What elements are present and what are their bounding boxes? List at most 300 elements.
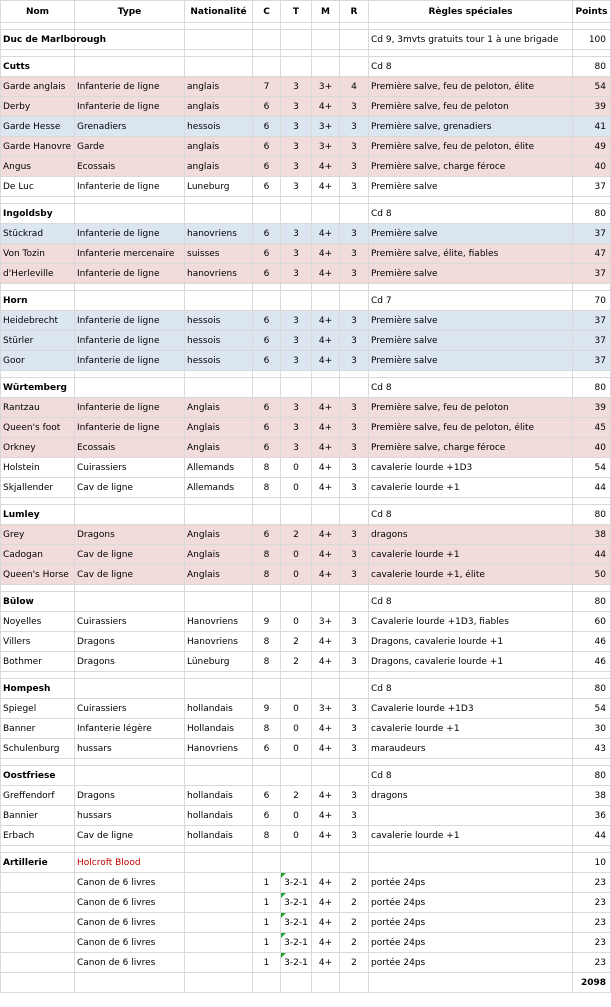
cell-r[interactable]: 3 xyxy=(340,719,369,739)
cell-c[interactable]: 6 xyxy=(253,157,281,177)
header-r[interactable]: R xyxy=(340,1,369,23)
cell-m[interactable] xyxy=(312,30,340,50)
cell-regles[interactable]: portée 24ps xyxy=(369,953,573,973)
spacer-cell[interactable] xyxy=(573,846,611,853)
cell-type[interactable]: Infanterie de ligne xyxy=(75,398,185,418)
spacer-cell[interactable] xyxy=(369,846,573,853)
cell-c[interactable]: 8 xyxy=(253,826,281,846)
cell-type[interactable]: Garde xyxy=(75,137,185,157)
cell-type[interactable]: Infanterie mercenaire xyxy=(75,244,185,264)
cell-c[interactable] xyxy=(253,973,281,993)
cell-t[interactable]: 3 xyxy=(281,97,312,117)
cell-c[interactable]: 8 xyxy=(253,565,281,585)
spacer-cell[interactable] xyxy=(1,672,75,679)
cell-regles[interactable]: dragons xyxy=(369,525,573,545)
cell-t[interactable]: 0 xyxy=(281,826,312,846)
cell-t[interactable] xyxy=(281,30,312,50)
cell-nationalite[interactable] xyxy=(185,204,253,224)
cell-m[interactable]: 4+ xyxy=(312,953,340,973)
cell-nationalite[interactable]: Allemands xyxy=(185,478,253,498)
cell-t[interactable]: 3 xyxy=(281,438,312,458)
cell-r[interactable]: 3 xyxy=(340,545,369,565)
cell-t[interactable]: 3 xyxy=(281,157,312,177)
cell-r[interactable] xyxy=(340,378,369,398)
cell-m[interactable]: 4+ xyxy=(312,565,340,585)
cell-nationalite[interactable]: Hanovriens xyxy=(185,632,253,652)
cell-nom[interactable]: De Luc xyxy=(1,177,75,197)
header-t[interactable]: T xyxy=(281,1,312,23)
spacer-cell[interactable] xyxy=(185,371,253,378)
cell-points[interactable]: 23 xyxy=(573,953,611,973)
cell-t[interactable]: 0 xyxy=(281,612,312,632)
spacer-cell[interactable] xyxy=(253,371,281,378)
cell-regles[interactable]: Première salve, feu de peloton, élite xyxy=(369,77,573,97)
cell-type[interactable]: Ecossais xyxy=(75,157,185,177)
spacer-cell[interactable] xyxy=(253,498,281,505)
spacer-cell[interactable] xyxy=(75,50,185,57)
cell-nom[interactable]: Ingoldsby xyxy=(1,204,75,224)
cell-type[interactable]: Dragons xyxy=(75,632,185,652)
cell-type[interactable]: Infanterie de ligne xyxy=(75,311,185,331)
cell-points[interactable]: 30 xyxy=(573,719,611,739)
cell-nationalite[interactable]: anglais xyxy=(185,77,253,97)
spacer-cell[interactable] xyxy=(1,284,75,291)
cell-regles[interactable]: cavalerie lourde +1 xyxy=(369,826,573,846)
cell-nom[interactable]: Spiegel xyxy=(1,699,75,719)
cell-points[interactable]: 38 xyxy=(573,786,611,806)
cell-nationalite[interactable] xyxy=(185,913,253,933)
header-regles[interactable]: Règles spéciales xyxy=(369,1,573,23)
cell-points[interactable]: 80 xyxy=(573,592,611,612)
cell-points[interactable]: 47 xyxy=(573,244,611,264)
cell-r[interactable]: 3 xyxy=(340,699,369,719)
spacer-cell[interactable] xyxy=(75,498,185,505)
cell-regles[interactable]: Première salve, feu de peloton xyxy=(369,97,573,117)
cell-c[interactable]: 8 xyxy=(253,478,281,498)
cell-nom[interactable]: Hompesh xyxy=(1,679,75,699)
cell-r[interactable]: 3 xyxy=(340,478,369,498)
cell-nationalite[interactable]: hanovriens xyxy=(185,224,253,244)
cell-m[interactable]: 3+ xyxy=(312,699,340,719)
spacer-cell[interactable] xyxy=(1,371,75,378)
cell-nom[interactable]: Oostfriese xyxy=(1,766,75,786)
spacer-cell[interactable] xyxy=(340,846,369,853)
spacer-cell[interactable] xyxy=(75,23,185,30)
cell-nom[interactable]: Villers xyxy=(1,632,75,652)
spacer-cell[interactable] xyxy=(369,197,573,204)
cell-m[interactable]: 4+ xyxy=(312,873,340,893)
spacer-cell[interactable] xyxy=(369,585,573,592)
spacer-cell[interactable] xyxy=(75,759,185,766)
cell-m[interactable]: 4+ xyxy=(312,224,340,244)
spacer-cell[interactable] xyxy=(312,846,340,853)
spacer-cell[interactable] xyxy=(340,672,369,679)
header-c[interactable]: C xyxy=(253,1,281,23)
cell-c[interactable]: 6 xyxy=(253,177,281,197)
cell-nom[interactable] xyxy=(1,913,75,933)
cell-c[interactable]: 7 xyxy=(253,77,281,97)
cell-regles[interactable]: Première salve xyxy=(369,224,573,244)
cell-c[interactable]: 1 xyxy=(253,893,281,913)
cell-type[interactable]: Cav de ligne xyxy=(75,565,185,585)
cell-t[interactable]: 3 xyxy=(281,351,312,371)
cell-nom[interactable]: Rantzau xyxy=(1,398,75,418)
header-nom[interactable]: Nom xyxy=(1,1,75,23)
cell-c[interactable] xyxy=(253,30,281,50)
cell-regles[interactable]: portée 24ps xyxy=(369,913,573,933)
cell-c[interactable]: 8 xyxy=(253,652,281,672)
spacer-cell[interactable] xyxy=(185,284,253,291)
spacer-cell[interactable] xyxy=(75,284,185,291)
cell-points[interactable]: 44 xyxy=(573,545,611,565)
cell-t[interactable]: 3 xyxy=(281,244,312,264)
spacer-cell[interactable] xyxy=(312,50,340,57)
cell-r[interactable]: 2 xyxy=(340,913,369,933)
cell-m[interactable] xyxy=(312,853,340,873)
spacer-cell[interactable] xyxy=(573,23,611,30)
cell-nationalite[interactable] xyxy=(185,291,253,311)
spacer-cell[interactable] xyxy=(253,585,281,592)
spacer-cell[interactable] xyxy=(340,50,369,57)
header-type[interactable]: Type xyxy=(75,1,185,23)
cell-t[interactable]: 3 xyxy=(281,311,312,331)
spacer-cell[interactable] xyxy=(573,371,611,378)
cell-t[interactable]: 3-2-1 xyxy=(281,893,312,913)
cell-nationalite[interactable]: Anglais xyxy=(185,525,253,545)
spacer-cell[interactable] xyxy=(369,498,573,505)
cell-t[interactable]: 0 xyxy=(281,478,312,498)
cell-t[interactable]: 3 xyxy=(281,177,312,197)
spacer-cell[interactable] xyxy=(312,498,340,505)
cell-m[interactable]: 4+ xyxy=(312,157,340,177)
cell-c[interactable]: 9 xyxy=(253,612,281,632)
cell-m[interactable]: 4+ xyxy=(312,893,340,913)
cell-points[interactable]: 23 xyxy=(573,873,611,893)
spacer-cell[interactable] xyxy=(312,284,340,291)
cell-r[interactable] xyxy=(340,853,369,873)
spacer-cell[interactable] xyxy=(573,50,611,57)
cell-points[interactable]: 37 xyxy=(573,351,611,371)
spacer-cell[interactable] xyxy=(75,672,185,679)
cell-nationalite[interactable]: Anglais xyxy=(185,418,253,438)
cell-type[interactable] xyxy=(75,766,185,786)
spacer-cell[interactable] xyxy=(369,284,573,291)
cell-nationalite[interactable]: hollandais xyxy=(185,806,253,826)
cell-type[interactable]: Infanterie de ligne xyxy=(75,97,185,117)
cell-regles[interactable]: Cd 8 xyxy=(369,378,573,398)
cell-m[interactable]: 4+ xyxy=(312,913,340,933)
cell-points[interactable]: 80 xyxy=(573,505,611,525)
cell-r[interactable]: 3 xyxy=(340,311,369,331)
cell-t[interactable]: 0 xyxy=(281,806,312,826)
cell-regles[interactable]: portée 24ps xyxy=(369,873,573,893)
cell-t[interactable]: 0 xyxy=(281,739,312,759)
spacer-cell[interactable] xyxy=(1,585,75,592)
spacer-cell[interactable] xyxy=(1,759,75,766)
cell-r[interactable]: 2 xyxy=(340,873,369,893)
cell-t[interactable]: 3-2-1 xyxy=(281,933,312,953)
cell-t[interactable] xyxy=(281,853,312,873)
cell-nationalite[interactable] xyxy=(185,953,253,973)
cell-type[interactable]: Infanterie de ligne xyxy=(75,418,185,438)
cell-nationalite[interactable]: suisses xyxy=(185,244,253,264)
spacer-cell[interactable] xyxy=(312,23,340,30)
cell-t[interactable]: 3-2-1 xyxy=(281,913,312,933)
cell-regles[interactable]: Première salve, feu de peloton, élite xyxy=(369,137,573,157)
cell-points[interactable]: 39 xyxy=(573,97,611,117)
cell-type[interactable]: Holcroft Blood xyxy=(75,853,185,873)
cell-regles[interactable]: Première salve xyxy=(369,177,573,197)
cell-nom[interactable] xyxy=(1,873,75,893)
cell-regles[interactable] xyxy=(369,806,573,826)
spacer-cell[interactable] xyxy=(185,846,253,853)
cell-m[interactable] xyxy=(312,766,340,786)
cell-type[interactable]: Canon de 6 livres xyxy=(75,953,185,973)
cell-nom[interactable]: Garde anglais xyxy=(1,77,75,97)
cell-nom[interactable]: Skjallender xyxy=(1,478,75,498)
cell-t[interactable]: 2 xyxy=(281,525,312,545)
cell-points[interactable]: 23 xyxy=(573,933,611,953)
cell-m[interactable] xyxy=(312,57,340,77)
cell-t[interactable] xyxy=(281,505,312,525)
cell-nom[interactable]: Cutts xyxy=(1,57,75,77)
cell-points[interactable]: 23 xyxy=(573,913,611,933)
cell-nom[interactable]: Heidebrecht xyxy=(1,311,75,331)
cell-m[interactable] xyxy=(312,592,340,612)
spacer-cell[interactable] xyxy=(185,197,253,204)
cell-r[interactable]: 3 xyxy=(340,418,369,438)
cell-r[interactable]: 3 xyxy=(340,612,369,632)
cell-points[interactable]: 100 xyxy=(573,30,611,50)
spacer-cell[interactable] xyxy=(573,197,611,204)
cell-c[interactable]: 6 xyxy=(253,418,281,438)
cell-c[interactable]: 6 xyxy=(253,438,281,458)
spacer-cell[interactable] xyxy=(312,197,340,204)
cell-nom[interactable]: Holstein xyxy=(1,458,75,478)
spacer-cell[interactable] xyxy=(369,23,573,30)
cell-regles[interactable]: Première salve, charge féroce xyxy=(369,438,573,458)
cell-nationalite[interactable] xyxy=(185,505,253,525)
cell-regles[interactable]: Première salve xyxy=(369,351,573,371)
cell-nom[interactable]: Banner xyxy=(1,719,75,739)
cell-m[interactable] xyxy=(312,291,340,311)
cell-points[interactable]: 49 xyxy=(573,137,611,157)
spacer-cell[interactable] xyxy=(185,23,253,30)
cell-r[interactable]: 3 xyxy=(340,806,369,826)
header-m[interactable]: M xyxy=(312,1,340,23)
cell-r[interactable]: 3 xyxy=(340,117,369,137)
cell-points[interactable]: 44 xyxy=(573,826,611,846)
cell-m[interactable]: 4+ xyxy=(312,545,340,565)
cell-c[interactable] xyxy=(253,766,281,786)
cell-points[interactable]: 10 xyxy=(573,853,611,873)
cell-type[interactable]: Infanterie de ligne xyxy=(75,264,185,284)
cell-type[interactable]: Cav de ligne xyxy=(75,478,185,498)
cell-t[interactable]: 3 xyxy=(281,264,312,284)
cell-c[interactable]: 6 xyxy=(253,97,281,117)
cell-t[interactable] xyxy=(281,766,312,786)
cell-points[interactable]: 46 xyxy=(573,632,611,652)
cell-r[interactable]: 3 xyxy=(340,458,369,478)
cell-m[interactable]: 4+ xyxy=(312,632,340,652)
spacer-cell[interactable] xyxy=(281,672,312,679)
spacer-cell[interactable] xyxy=(281,23,312,30)
cell-r[interactable]: 3 xyxy=(340,264,369,284)
cell-nationalite[interactable]: hessois xyxy=(185,351,253,371)
cell-r[interactable] xyxy=(340,592,369,612)
cell-nom[interactable]: Angus xyxy=(1,157,75,177)
spacer-cell[interactable] xyxy=(281,759,312,766)
cell-r[interactable]: 2 xyxy=(340,953,369,973)
cell-t[interactable]: 2 xyxy=(281,652,312,672)
cell-m[interactable]: 4+ xyxy=(312,351,340,371)
cell-m[interactable]: 4+ xyxy=(312,719,340,739)
cell-nom[interactable]: Bülow xyxy=(1,592,75,612)
cell-nationalite[interactable]: hessois xyxy=(185,311,253,331)
cell-points[interactable]: 80 xyxy=(573,378,611,398)
cell-r[interactable] xyxy=(340,505,369,525)
cell-t[interactable] xyxy=(281,291,312,311)
cell-r[interactable]: 3 xyxy=(340,786,369,806)
spacer-cell[interactable] xyxy=(281,585,312,592)
cell-c[interactable]: 6 xyxy=(253,117,281,137)
spacer-cell[interactable] xyxy=(1,197,75,204)
spacer-cell[interactable] xyxy=(369,371,573,378)
cell-c[interactable]: 6 xyxy=(253,398,281,418)
cell-nationalite[interactable]: hessois xyxy=(185,117,253,137)
cell-nationalite[interactable]: Hanovriens xyxy=(185,612,253,632)
cell-nationalite[interactable]: Hollandais xyxy=(185,719,253,739)
cell-t[interactable]: 3 xyxy=(281,77,312,97)
cell-t[interactable]: 2 xyxy=(281,786,312,806)
cell-regles[interactable]: cavalerie lourde +1 xyxy=(369,478,573,498)
cell-c[interactable] xyxy=(253,291,281,311)
spacer-cell[interactable] xyxy=(281,371,312,378)
cell-r[interactable] xyxy=(340,30,369,50)
cell-regles[interactable]: Cavalerie lourde +1D3 xyxy=(369,699,573,719)
spacer-cell[interactable] xyxy=(253,23,281,30)
spacer-cell[interactable] xyxy=(253,50,281,57)
cell-nationalite[interactable]: Anglais xyxy=(185,438,253,458)
cell-nationalite[interactable] xyxy=(185,378,253,398)
cell-nom[interactable]: Stückrad xyxy=(1,224,75,244)
cell-c[interactable]: 1 xyxy=(253,873,281,893)
cell-nom[interactable]: Bothmer xyxy=(1,652,75,672)
cell-points[interactable]: 80 xyxy=(573,766,611,786)
cell-nationalite[interactable] xyxy=(185,973,253,993)
cell-nom[interactable]: Grey xyxy=(1,525,75,545)
cell-type[interactable]: Cav de ligne xyxy=(75,545,185,565)
cell-type[interactable]: Cav de ligne xyxy=(75,826,185,846)
cell-nom[interactable]: d'Herleville xyxy=(1,264,75,284)
spacer-cell[interactable] xyxy=(1,50,75,57)
cell-t[interactable]: 3 xyxy=(281,137,312,157)
cell-nom[interactable]: Orkney xyxy=(1,438,75,458)
cell-t[interactable] xyxy=(281,57,312,77)
cell-nationalite[interactable]: Anglais xyxy=(185,398,253,418)
spacer-cell[interactable] xyxy=(312,585,340,592)
cell-type[interactable]: Cuirassiers xyxy=(75,458,185,478)
cell-type[interactable]: Infanterie de ligne xyxy=(75,77,185,97)
cell-regles[interactable]: Dragons, cavalerie lourde +1 xyxy=(369,652,573,672)
spacer-cell[interactable] xyxy=(185,585,253,592)
cell-points[interactable]: 39 xyxy=(573,398,611,418)
spacer-cell[interactable] xyxy=(75,846,185,853)
cell-nationalite[interactable]: Anglais xyxy=(185,545,253,565)
cell-nationalite[interactable] xyxy=(185,679,253,699)
cell-type[interactable]: hussars xyxy=(75,739,185,759)
cell-type[interactable]: Ecossais xyxy=(75,438,185,458)
cell-regles[interactable]: Cd 8 xyxy=(369,505,573,525)
cell-regles[interactable]: Cavalerie lourde +1D3, fiables xyxy=(369,612,573,632)
cell-c[interactable]: 8 xyxy=(253,632,281,652)
spacer-cell[interactable] xyxy=(185,50,253,57)
spacer-cell[interactable] xyxy=(75,197,185,204)
spacer-cell[interactable] xyxy=(185,672,253,679)
cell-c[interactable]: 6 xyxy=(253,244,281,264)
cell-r[interactable]: 3 xyxy=(340,177,369,197)
cell-type[interactable]: Canon de 6 livres xyxy=(75,873,185,893)
cell-nationalite[interactable] xyxy=(185,893,253,913)
cell-regles[interactable]: cavalerie lourde +1D3 xyxy=(369,458,573,478)
cell-nom[interactable] xyxy=(1,933,75,953)
cell-nom[interactable] xyxy=(1,893,75,913)
cell-t[interactable]: 0 xyxy=(281,719,312,739)
cell-type[interactable]: Infanterie légère xyxy=(75,719,185,739)
cell-nom[interactable]: Queen's foot xyxy=(1,418,75,438)
cell-points[interactable]: 46 xyxy=(573,652,611,672)
spacer-cell[interactable] xyxy=(573,498,611,505)
cell-r[interactable] xyxy=(340,291,369,311)
cell-m[interactable]: 4+ xyxy=(312,525,340,545)
spacer-cell[interactable] xyxy=(75,371,185,378)
cell-nom[interactable]: Lumley xyxy=(1,505,75,525)
cell-nationalite[interactable]: hollandais xyxy=(185,786,253,806)
cell-r[interactable] xyxy=(340,57,369,77)
spacer-cell[interactable] xyxy=(573,759,611,766)
cell-nom[interactable]: Horn xyxy=(1,291,75,311)
cell-points[interactable]: 23 xyxy=(573,893,611,913)
cell-r[interactable] xyxy=(340,766,369,786)
cell-regles[interactable]: Première salve, charge féroce xyxy=(369,157,573,177)
cell-c[interactable]: 6 xyxy=(253,739,281,759)
cell-points[interactable]: 80 xyxy=(573,57,611,77)
cell-regles[interactable]: dragons xyxy=(369,786,573,806)
cell-points[interactable]: 60 xyxy=(573,612,611,632)
cell-r[interactable]: 3 xyxy=(340,652,369,672)
cell-type[interactable]: Dragons xyxy=(75,786,185,806)
cell-type[interactable] xyxy=(75,57,185,77)
spacer-cell[interactable] xyxy=(340,585,369,592)
cell-c[interactable] xyxy=(253,204,281,224)
cell-m[interactable]: 3+ xyxy=(312,77,340,97)
cell-r[interactable] xyxy=(340,204,369,224)
cell-type[interactable] xyxy=(75,505,185,525)
cell-nom[interactable]: Schulenburg xyxy=(1,739,75,759)
cell-r[interactable]: 3 xyxy=(340,438,369,458)
cell-points[interactable]: 54 xyxy=(573,699,611,719)
cell-nom[interactable] xyxy=(1,973,75,993)
cell-r[interactable]: 3 xyxy=(340,739,369,759)
spacer-cell[interactable] xyxy=(312,759,340,766)
cell-regles[interactable]: Première salve xyxy=(369,331,573,351)
cell-points[interactable]: 41 xyxy=(573,117,611,137)
spacer-cell[interactable] xyxy=(312,672,340,679)
spacer-cell[interactable] xyxy=(75,585,185,592)
cell-r[interactable]: 4 xyxy=(340,77,369,97)
cell-c[interactable] xyxy=(253,679,281,699)
cell-nom[interactable]: Cadogan xyxy=(1,545,75,565)
